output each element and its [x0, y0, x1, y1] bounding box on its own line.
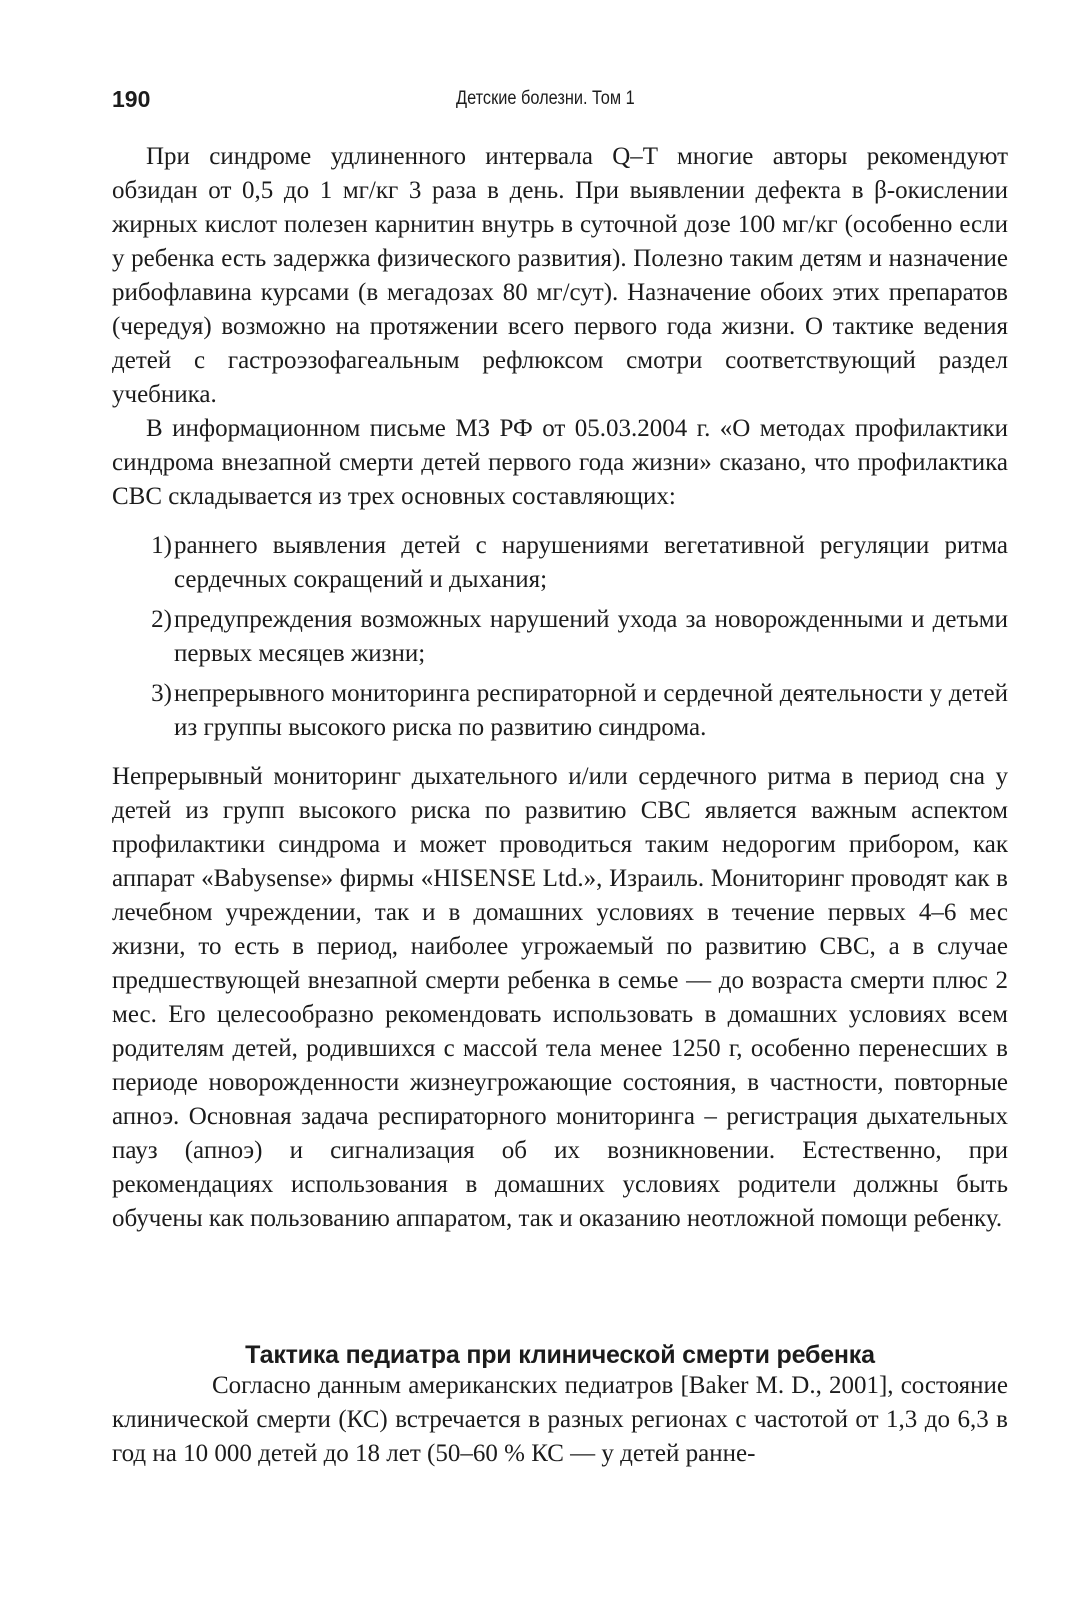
section-text	[112, 1369, 1008, 1471]
list-item	[112, 529, 1008, 597]
book-title: Детские болезни. Том 1	[456, 88, 635, 109]
paragraph-clinical-death: Согласно данным американских педиатров [Baker M. D., 2001], состояние клинической смерти (КС) встречается в разных регионах с частотой от 1,3 до 6,3 в год на 10 000 детей до 18 лет (50–60 % КС — у детей ранне-	[112, 1372, 1008, 1467]
paragraph-monitoring: Непрерывный мониторинг дыхательного и/или сердечного ритма в период сна у детей из групп высокого риска по развитию СВС является важным аспектом профилактики синдрома и может проводиться таким недорогим прибором, как аппарат «Babysense» фирмы «HISENSE Ltd.», Израиль. Мониторинг проводят как в лечебном учреждении, так и в домашних условиях в течение первых 4–6 мес жизни, то есть в период, наиболее угрожаемый по развитию СВС, а в случае предшествующей внезапной смерти ребенка в семье — до возраста смерти плюс 2 мес. Его целесообразно рекомендовать использовать в домашних условиях всем родителям детей, родившихся с массой тела менее 1250 г, особенно перенесших в периоде новорожденности жизнеугрожающие состояния, в частности, повторные апноэ. Основная задача респираторного мониторинга – регистрация дыхательных пауз (апноэ) и сигнализация об их возникновении. Естественно, при рекомендациях использования в домашних условиях родители должны быть обучены как пользованию аппаратом, так и оказанию неотложной помощи ребенку.	[112, 763, 1008, 1232]
main-text	[112, 140, 1008, 1236]
running-head	[112, 86, 1006, 116]
list-item-text: раннего выявления детей с нарушениями вегетативной регуляции ритма сердечных сокращений и дыхания;	[174, 532, 1008, 593]
paragraph-ministry-letter: В информационном письме МЗ РФ от 05.03.2004 г. «О методах профилактики синдрома внезапной смерти детей первого года жизни» сказано, что профилактика СВС складывается из трех основных составляющих:	[112, 415, 1008, 510]
list-item-number: 3)	[151, 680, 172, 707]
list-item-text: непрерывного мониторинга респираторной и сердечной деятельности у детей из группы высокого риска по развитию синдрома.	[174, 680, 1008, 741]
page-number: 190	[112, 86, 151, 112]
list-item-number: 2)	[151, 606, 172, 633]
list-item-text: предупреждения возможных нарушений ухода за новорожденными и детьми первых месяцев жизни;	[174, 606, 1008, 667]
prevention-list	[112, 529, 1008, 745]
section-heading: Тактика педиатра при клинической смерти ребенка	[245, 1340, 875, 1369]
paragraph-treatment: При синдроме удлиненного интервала Q–T многие авторы рекомендуют обзидан от 0,5 до 1 мг/кг 3 раза в день. При выявлении дефекта в β-окислении жирных кислот полезен карнитин внутрь в суточной дозе 100 мг/кг (особенно если у ребенка есть задержка физического развития). Полезно таким детям и назначение рибофлавина курсами (в мегадозах 80 мг/сут). Назначение обоих этих препаратов (чередуя) возможно на протяжении всего первого года жизни. О тактике ведения детей с гастроэзофагеальным рефлюксом смотри соответствующий раздел учебника.	[112, 143, 1008, 408]
list-item-number: 1)	[151, 532, 172, 559]
list-item	[112, 603, 1008, 671]
list-item	[112, 677, 1008, 745]
